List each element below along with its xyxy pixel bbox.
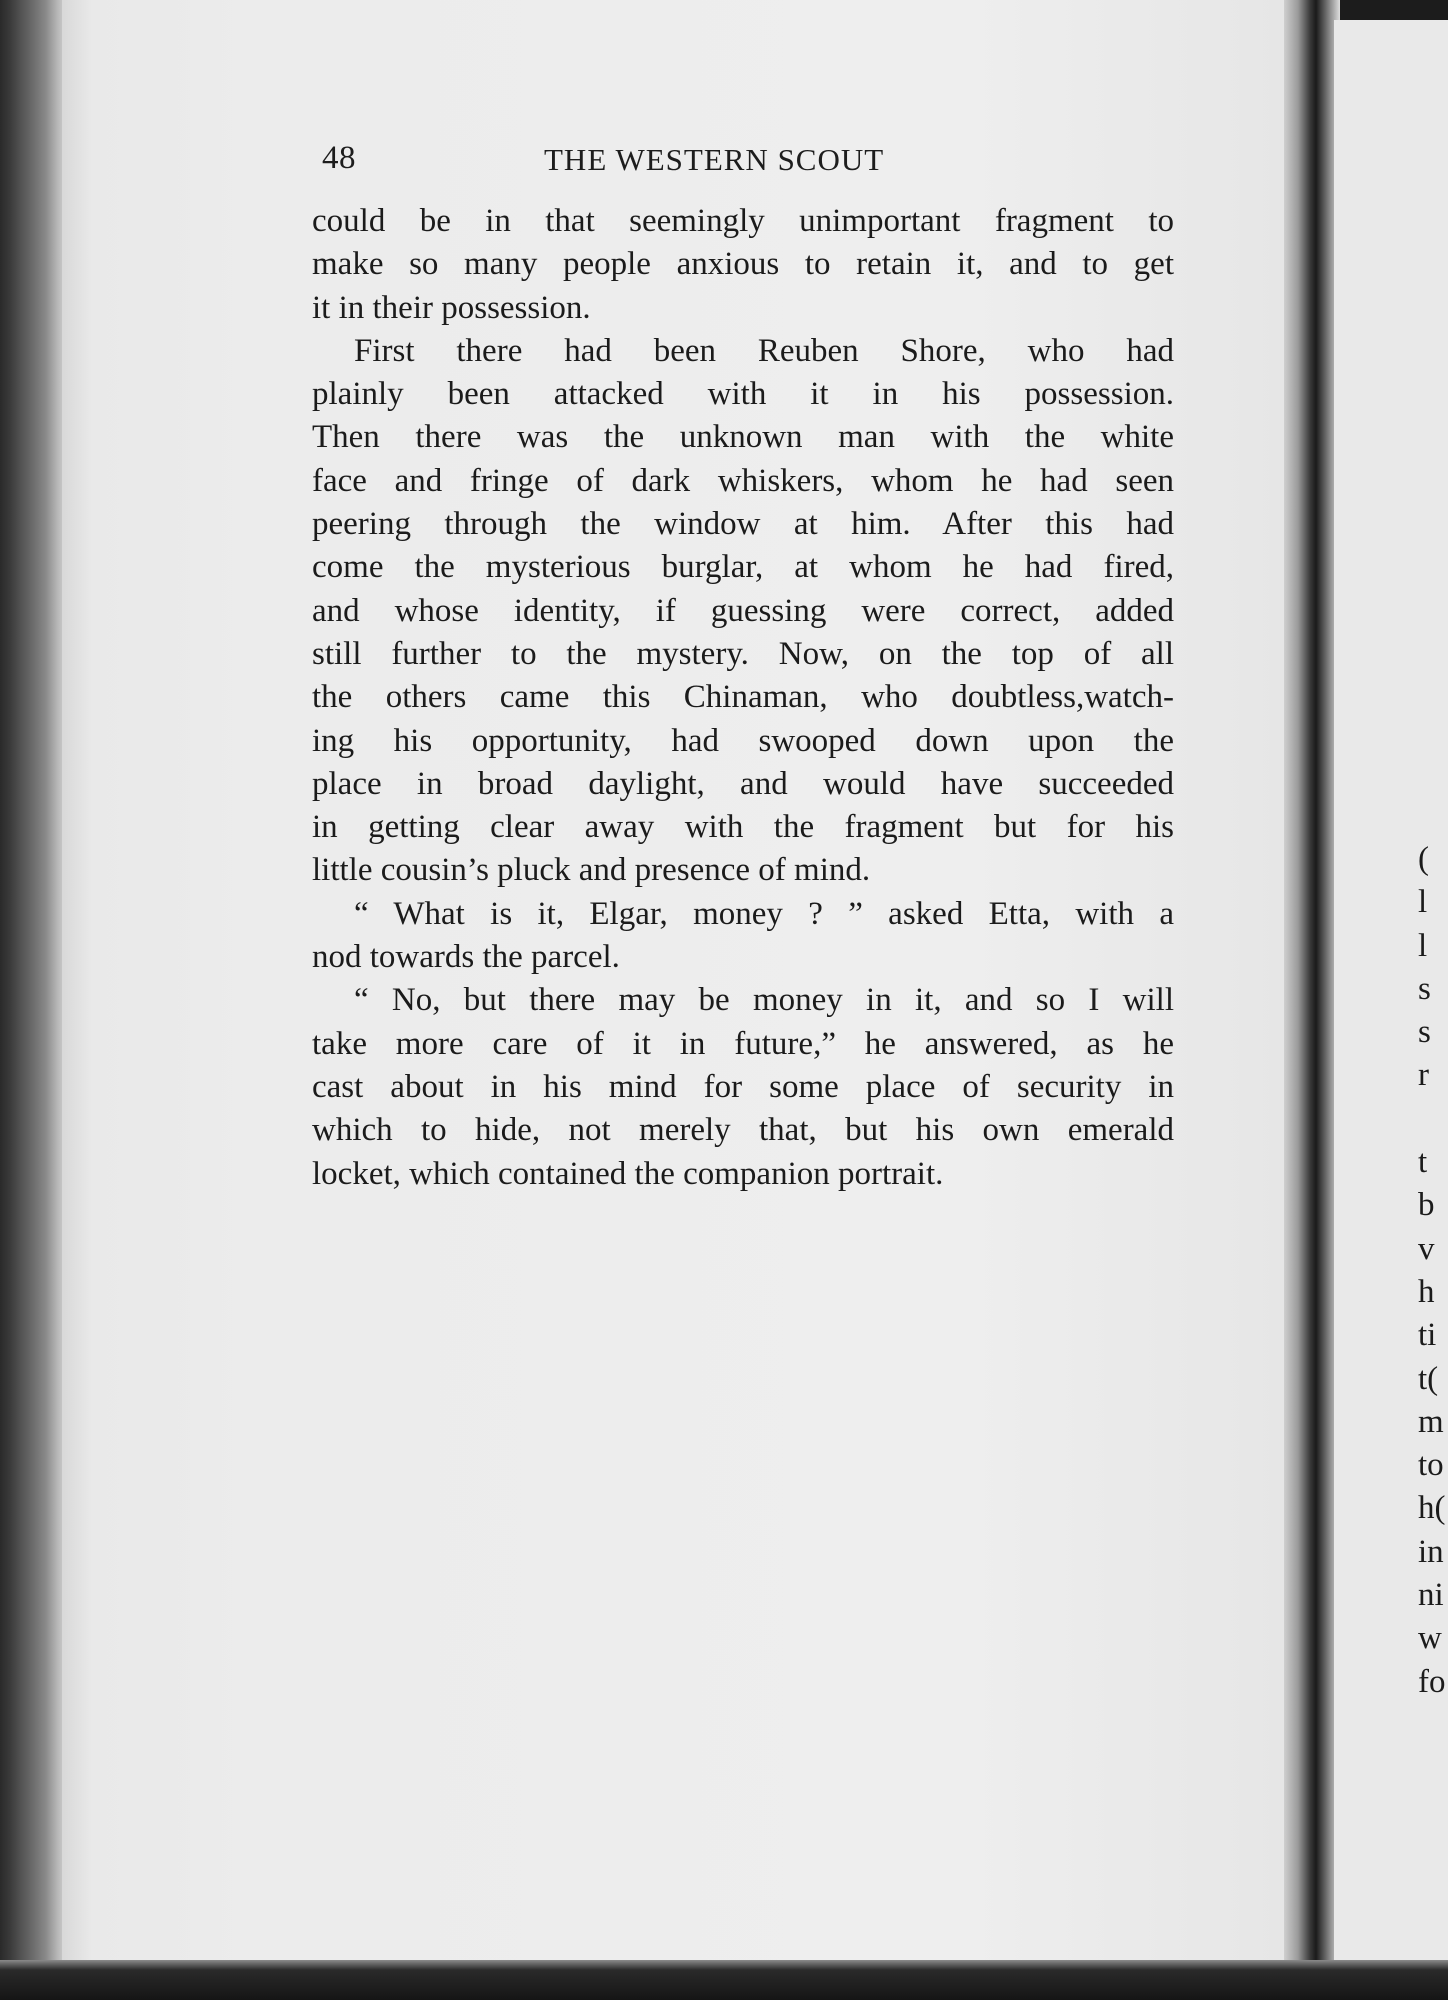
fragment: in: [1418, 1533, 1444, 1570]
text-line: come the mysterious burglar, at whom he had fired,: [312, 549, 1174, 586]
running-head: [322, 140, 1174, 190]
fragment: b: [1418, 1187, 1435, 1224]
text-line: could be in that seemingly unimportant fragment to: [312, 203, 1174, 239]
fragment: s: [1418, 1014, 1431, 1051]
text-line: the others came this Chinaman, who doubtless,watch-: [312, 679, 1174, 716]
text-line: locket, which contained the companion portrait.: [312, 1155, 944, 1192]
fragment: s: [1418, 970, 1431, 1007]
text-line: still further to the mystery. Now, on the top of all: [312, 635, 1174, 672]
running-title: THE WESTERN SCOUT: [544, 142, 885, 177]
text-line: make so many people anxious to retain it, and to get: [312, 246, 1174, 283]
fragment: l: [1418, 927, 1428, 964]
text-line: plainly been attacked with it in his possession.: [312, 376, 1174, 413]
text-line: peering through the window at him. After this had: [312, 506, 1174, 543]
fragment: ni: [1418, 1577, 1444, 1614]
fragment: to: [1418, 1447, 1444, 1484]
text-line: take more care of it in future,” he answered, as he: [312, 1025, 1174, 1062]
page-number: 48: [322, 140, 356, 176]
text-line: ing his opportunity, had swooped down upon the: [312, 722, 1174, 759]
fragment: r: [1418, 1057, 1429, 1094]
text-line: which to hide, not merely that, but his own emerald: [312, 1112, 1174, 1149]
fragment: h: [1418, 1273, 1435, 1310]
text-line: cast about in his mind for some place of security in: [312, 1068, 1174, 1105]
fragment: l: [1418, 884, 1428, 921]
fragment: fo: [1418, 1663, 1446, 1700]
text-line: it in their possession.: [312, 289, 591, 326]
text-line: First there had been Reuben Shore, who had: [354, 332, 1174, 369]
book-binding: [0, 0, 70, 2000]
text-line: nod towards the parcel.: [312, 939, 620, 976]
right-page-text-fragments: [1418, 838, 1448, 1704]
text-line: “ What is it, Elgar, money ? ” asked Etta, with a: [354, 895, 1174, 932]
fragment: (: [1418, 841, 1429, 877]
text-line: “ No, but there may be money in it, and so I will: [354, 982, 1174, 1019]
text-line: Then there was the unknown man with the white: [312, 419, 1174, 456]
fragment: t(: [1418, 1360, 1439, 1397]
bottom-edge: [0, 1960, 1448, 2000]
text-line: in getting clear away with the fragment but for his: [312, 809, 1174, 846]
fragment: t: [1418, 1144, 1428, 1181]
fragment: v: [1418, 1230, 1435, 1267]
fragment: h(: [1418, 1490, 1446, 1527]
fragment: m: [1418, 1403, 1444, 1440]
text-line: face and fringe of dark whiskers, whom he had seen: [312, 462, 1174, 499]
fragment: w: [1418, 1620, 1442, 1657]
text-line: and whose identity, if guessing were correct, added: [312, 592, 1174, 629]
body-text: [312, 200, 1174, 1196]
fragment: ti: [1418, 1317, 1437, 1354]
page-gutter: [1284, 0, 1340, 2000]
text-line: place in broad daylight, and would have succeeded: [312, 765, 1174, 802]
text-line: little cousin’s pluck and presence of mind.: [312, 852, 871, 889]
